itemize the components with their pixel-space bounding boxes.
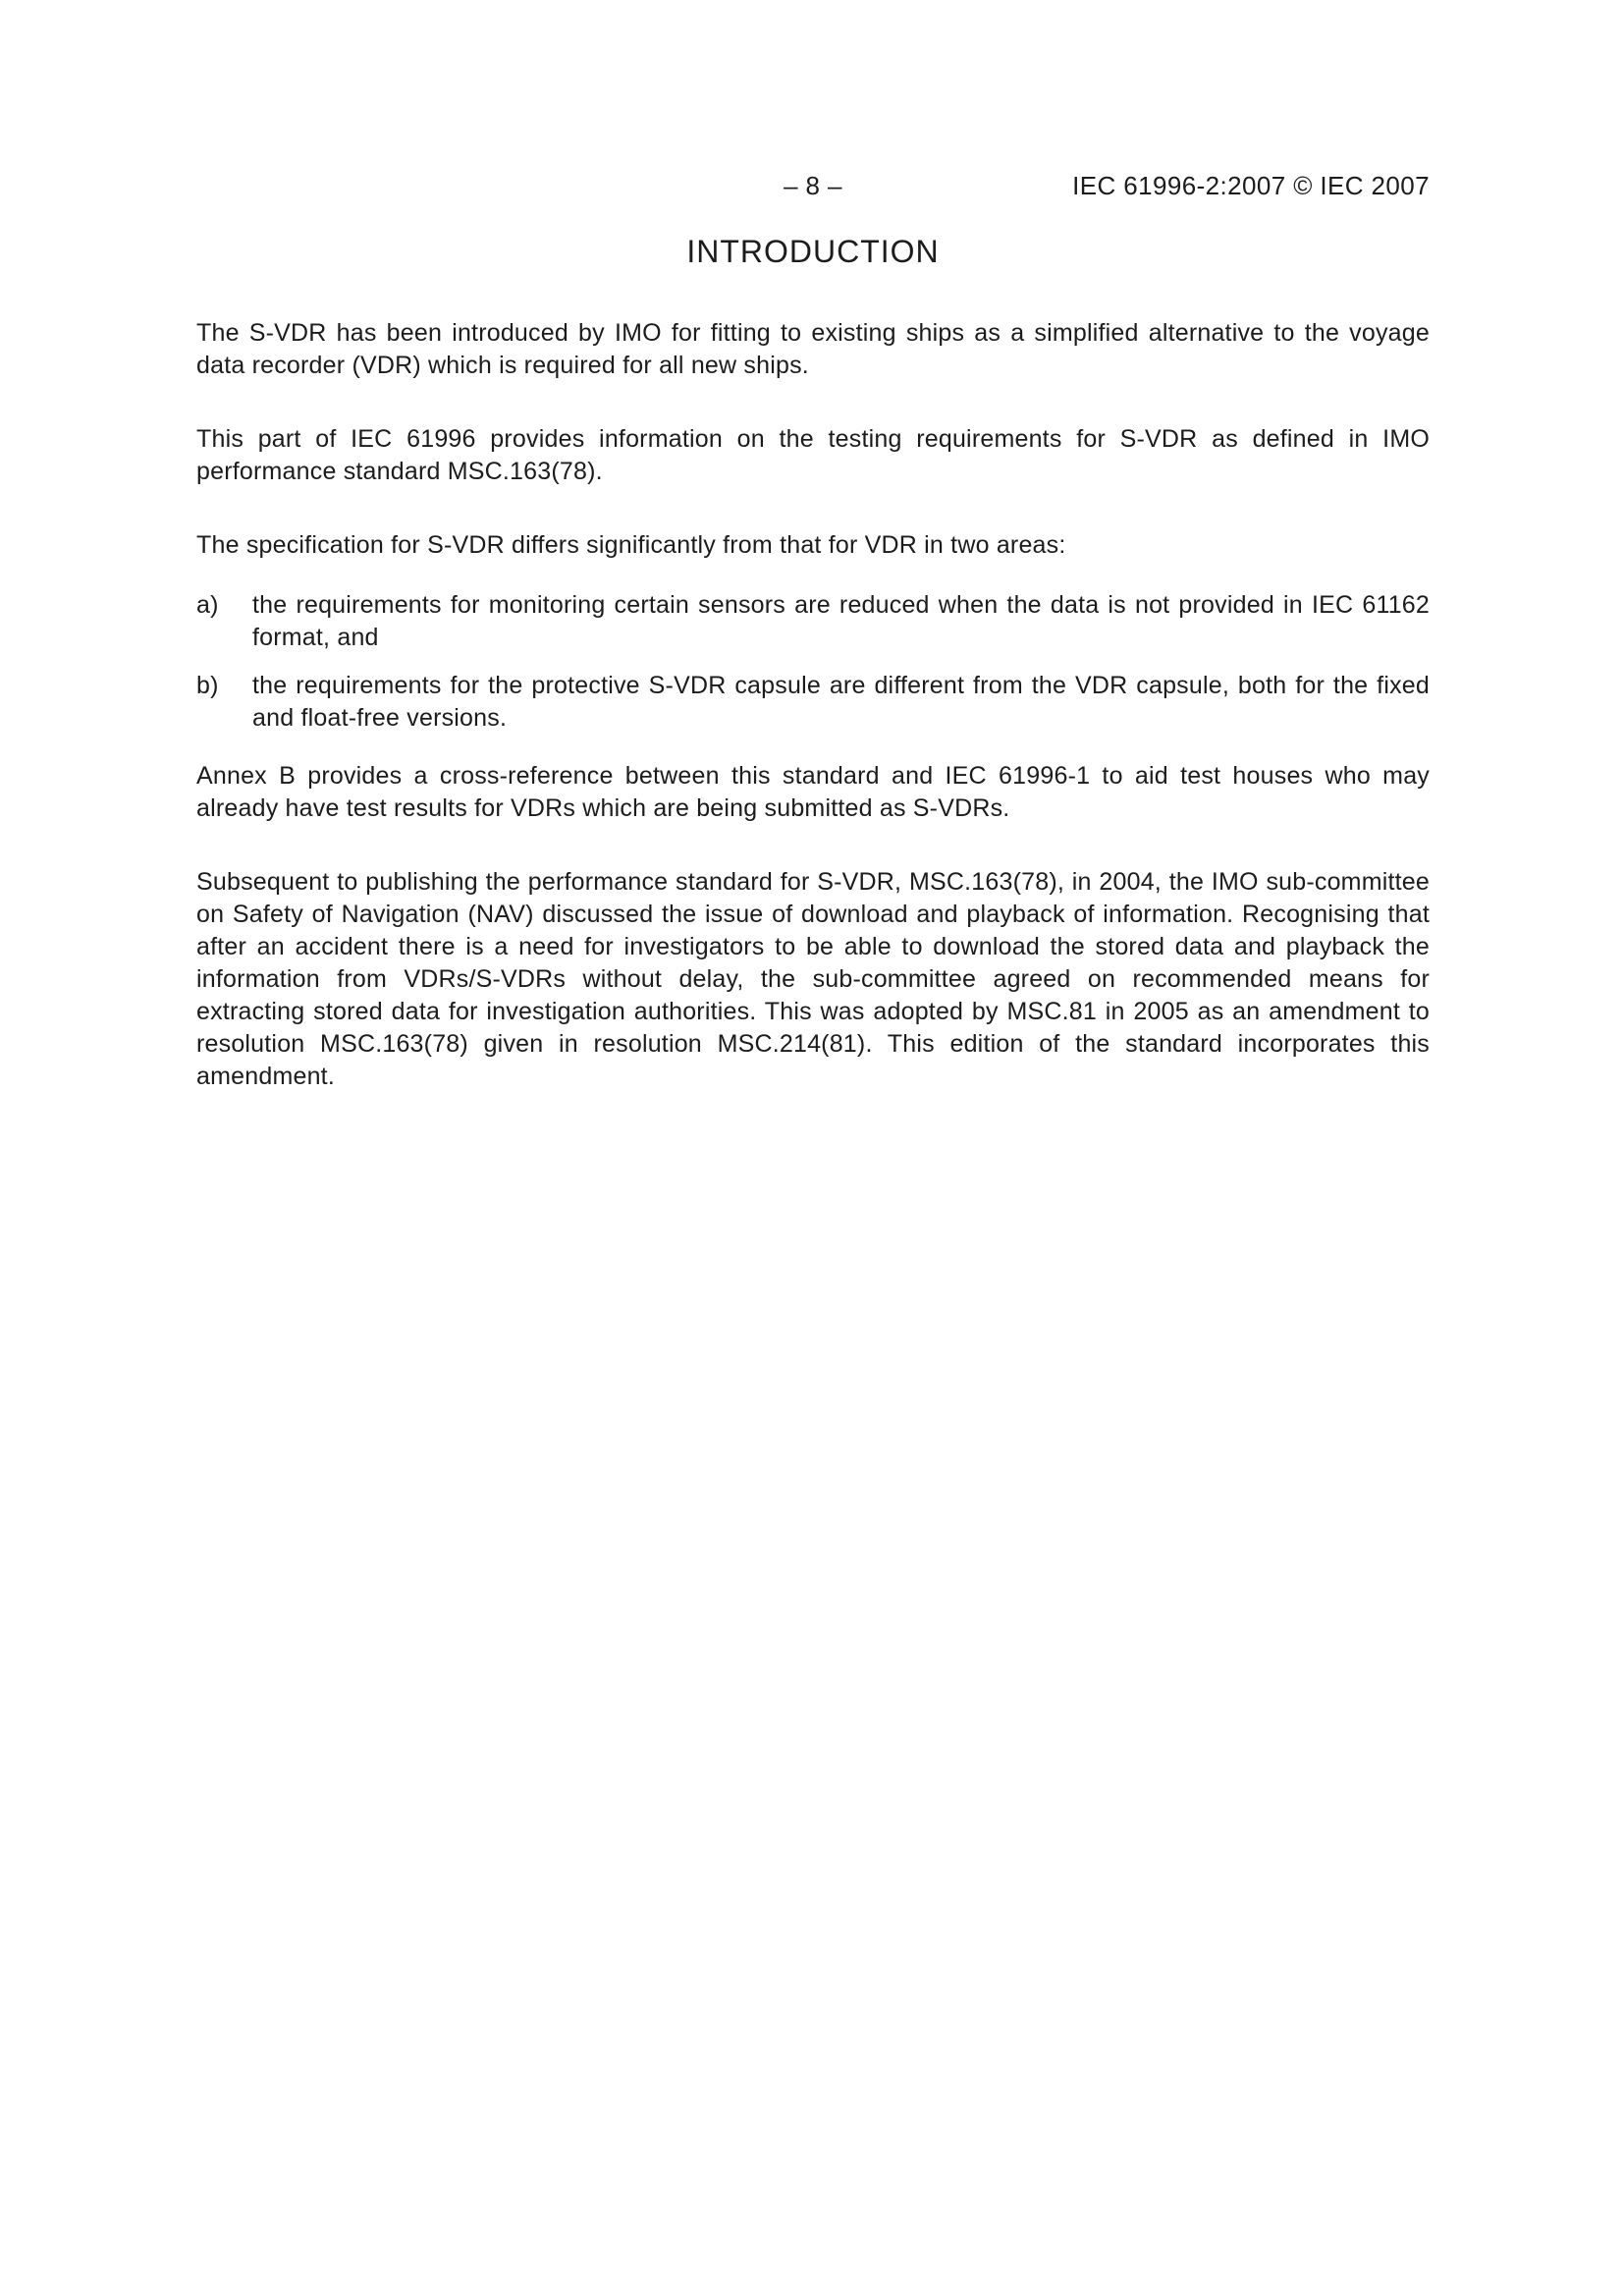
paragraph-svdr-introduced: The S-VDR has been introduced by IMO for fitting to existing ships as a simplified alternative to the voyage data recorder (VDR) which is required for all new ships. [196, 319, 1430, 379]
list-marker-a: a) [196, 591, 219, 619]
page-content [196, 234, 1430, 1134]
list-item-b [196, 670, 1430, 735]
paragraph-annex-b: Annex B provides a cross-reference between this standard and IEC 61996-1 to aid test houses who may already have test results for VDRs which are being submitted as S-VDRs. [196, 762, 1430, 822]
list-marker-b: b) [196, 672, 219, 699]
page-header [196, 169, 1430, 202]
section-title: INTRODUCTION [686, 234, 940, 269]
list-item-a [196, 589, 1430, 654]
list-item-b-text: the requirements for the protective S-VDR capsule are different from the VDR capsule, both for the fixed and float-free versions. [252, 672, 1430, 732]
list-item-a-text: the requirements for monitoring certain sensors are reduced when the data is not provided in IEC 61162 format, and [252, 591, 1430, 651]
paragraph-part-of-iec61996: This part of IEC 61996 provides information on the testing requirements for S-VDR as defined in IMO performance standard MSC.163(78). [196, 425, 1430, 485]
differences-list [196, 589, 1430, 735]
page-number: – 8 – [784, 171, 842, 200]
paragraph-subsequent-publishing: Subsequent to publishing the performance standard for S-VDR, MSC.163(78), in 2004, the IMO sub-committee on Safety of Navigation (NAV) discussed the issue of download and playback of information. Recognising that after an accident there is a need for investigators to be able to download the stored data and playback the information from VDRs/S-VDRs without delay, the sub-committee agreed on recommended means for extracting stored data for investigation authorities. This was adopted by MSC.81 in 2005 as an amendment to resolution MSC.163(78) given in resolution MSC.214(81). This edition of the standard incorporates this amendment. [196, 868, 1430, 1090]
document-reference: IEC 61996-2:2007 © IEC 2007 [1072, 171, 1430, 200]
paragraph-specification-differs: The specification for S-VDR differs significantly from that for VDR in two areas: [196, 531, 1066, 559]
